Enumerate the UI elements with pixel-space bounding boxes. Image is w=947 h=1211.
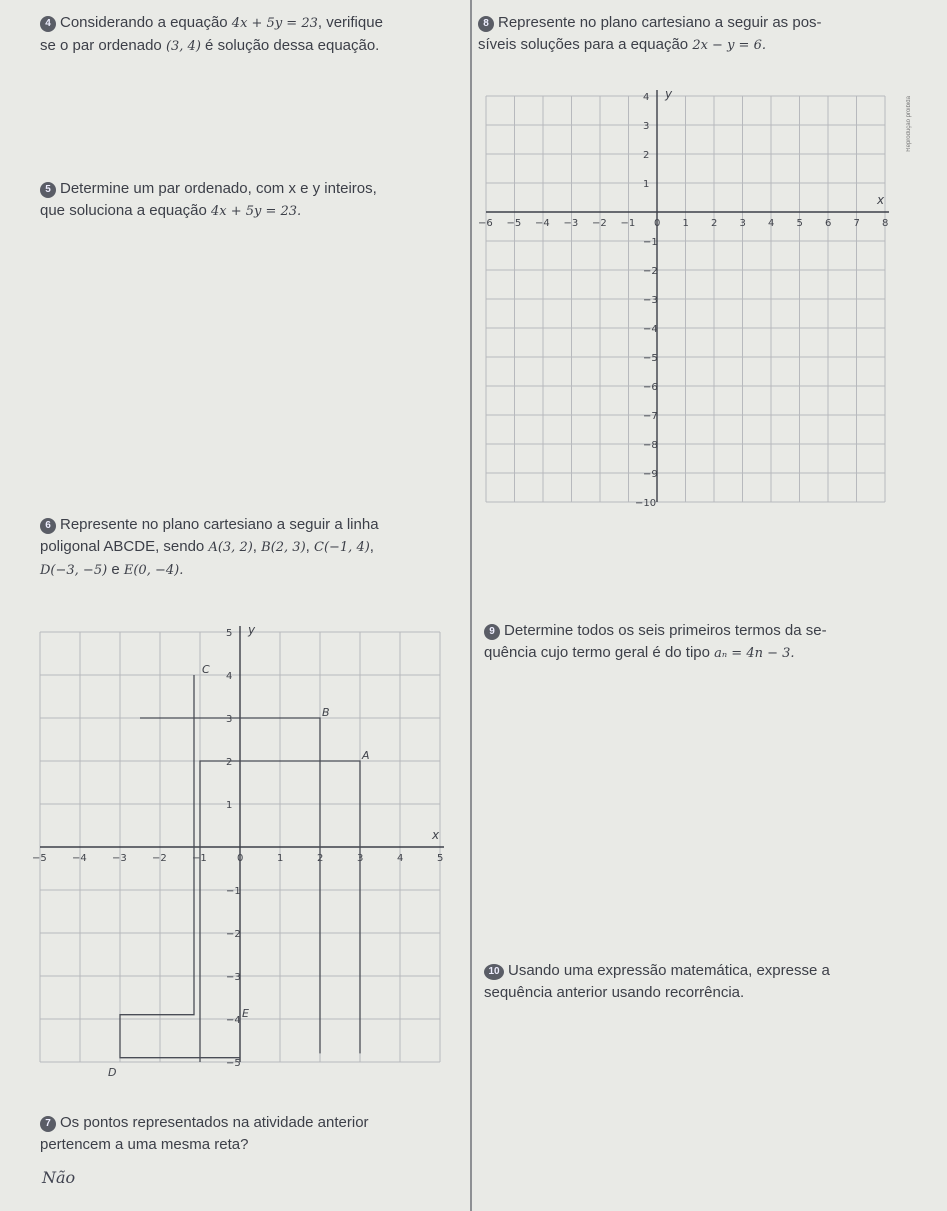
x-tick-label: 6 [825,218,832,229]
y-tick-label: −4 [226,1015,241,1026]
x-tick-label: −4 [535,218,550,229]
x-tick-label: 7 [853,218,860,229]
x-axis-label: x [432,828,440,842]
question-8: 8 Represente no plano cartesiano a seguir as pos- síveis soluções para a equação 2x − y = 6. [478,14,822,53]
x-tick-label: 2 [711,218,718,229]
x-tick-label: −5 [32,853,47,864]
y-axis-label: y [665,87,673,101]
x-tick-label: 0 [654,218,661,229]
y-tick-label: 1 [643,179,650,190]
column-divider [470,0,472,1211]
point-label-C: C [202,663,210,676]
point-label-B: B [322,706,330,719]
x-axis-label: x [877,193,885,207]
cartesian-plane-q6 [32,612,456,1112]
x-tick-label: −1 [192,853,207,864]
question-number-badge: 9 [484,624,500,640]
question-number-badge: 4 [40,16,56,32]
question-6: 6 Represente no plano cartesiano a seguir a linha poligonal ABCDE, sendo A(3, 2), B(2, 3), C(−1, 4), D(−3, −5) e E(0, −4). [40,516,379,578]
x-tick-label: 3 [739,218,746,229]
x-tick-label: −3 [112,853,127,864]
x-tick-label: 5 [796,218,803,229]
x-tick-label: −3 [563,218,579,229]
y-tick-label: −5 [226,1058,241,1069]
y-tick-label: −1 [643,237,658,248]
question-number-badge: 7 [40,1116,56,1132]
x-tick-label: −6 [478,218,493,229]
y-tick-label: −3 [643,295,658,306]
y-tick-label: −8 [643,440,658,451]
x-tick-label: 4 [397,853,404,864]
y-tick-label: −7 [643,411,658,422]
copyright-note: Reprodução proibida [906,96,912,152]
polygonal-sketch [120,675,240,1058]
x-tick-label: 5 [437,853,444,864]
y-tick-label: 5 [226,628,233,639]
x-tick-label: 1 [277,853,284,864]
y-tick-label: 4 [226,671,233,682]
question-5: 5 Determine um par ordenado, com x e y inteiros, que soluciona a equação 4x + 5y = 23. [40,180,377,219]
y-tick-label: −2 [226,929,241,940]
y-tick-label: −5 [643,353,658,364]
y-tick-label: 1 [226,800,233,811]
x-tick-label: −5 [506,218,522,229]
y-tick-label: −1 [226,886,241,897]
y-tick-label: 3 [226,714,233,725]
y-tick-label: −6 [643,382,658,393]
question-7: 7 Os pontos representados na atividade anterior pertencem a uma mesma reta? [40,1114,369,1153]
y-tick-label: −3 [226,972,241,983]
question-4: 4 Considerando a equação 4x + 5y = 23, verifique se o par ordenado (3, 4) é solução dessa equação. [40,14,383,54]
y-axis-label: y [248,623,256,637]
y-tick-label: −10 [635,498,657,509]
question-number-badge: 6 [40,518,56,534]
question-number-badge: 10 [484,964,504,980]
y-tick-label: −9 [643,469,658,480]
x-tick-label: 8 [882,218,889,229]
y-tick-label: 4 [643,92,650,103]
y-tick-label: 2 [643,150,650,161]
y-tick-label: 3 [643,121,650,132]
handwritten-answer-q7: Não [42,1168,76,1187]
cartesian-plane-q8 [478,86,898,526]
y-tick-label: 2 [226,757,233,768]
x-tick-label: −2 [152,853,167,864]
y-tick-label: −2 [643,266,658,277]
point-label-D: D [108,1066,117,1079]
question-9: 9 Determine todos os seis primeiros termos da se- quência cujo termo geral é do tipo aₙ = 4n − 3. [484,622,827,661]
x-tick-label: −1 [620,218,636,229]
y-tick-label: −4 [643,324,658,335]
x-tick-label: 4 [768,218,775,229]
x-tick-label: 1 [682,218,689,229]
point-label-A: A [362,749,370,762]
x-tick-label: 3 [357,853,364,864]
x-tick-label: −4 [72,853,87,864]
question-10: 10 Usando uma expressão matemática, expresse a sequência anterior usando recorrência. [484,962,830,1001]
point-label-E: E [242,1007,249,1020]
x-tick-label: −2 [592,218,607,229]
question-number-badge: 8 [478,16,494,32]
x-tick-label: 0 [237,853,244,864]
x-tick-label: 2 [317,853,324,864]
question-number-badge: 5 [40,182,56,198]
